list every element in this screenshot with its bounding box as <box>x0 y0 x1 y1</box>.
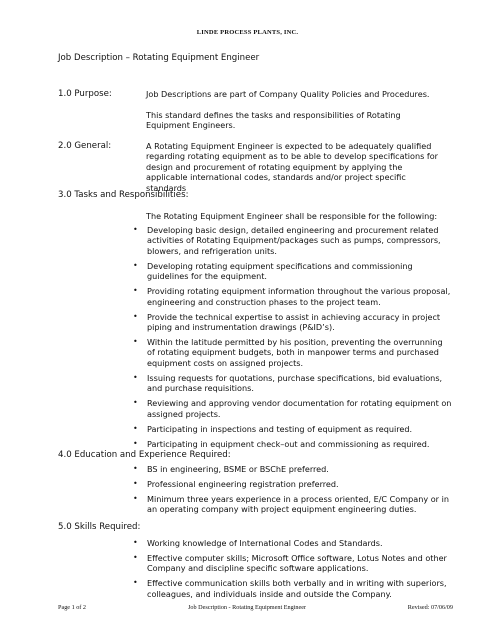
footer-revision-date: Revised: 07/06/09 <box>407 604 453 611</box>
section-heading-education: 4.0 Education and Experience Required: <box>58 450 231 460</box>
list-item: • Developing basic design, detailed engineering and procurement related activities of Rotating Equipment/packages such as pumps, compressors, blowers, and refrigeration units. <box>133 225 441 256</box>
list-item: • BS in engineering, BSME or BSChE preferred. <box>133 464 329 474</box>
bullet-icon: • <box>133 479 138 488</box>
skills-list <box>132 538 452 604</box>
list-item: • Developing rotating equipment specifications and commissioning guidelines for the equipment. <box>133 260 413 282</box>
section-heading-general: 2.0 General: <box>58 141 112 151</box>
list-item: • Professional engineering registration preferred. <box>133 479 339 489</box>
purpose-paragraph-2: This standard defines the tasks and responsibilities of Rotating Equipment Engineers. <box>146 110 401 131</box>
bullet-icon: • <box>133 494 138 503</box>
bullet-icon: • <box>133 372 138 382</box>
general-paragraph: A Rotating Equipment Engineer is expected to be adequately qualified regarding rotating equipment as to be able to develop specifications for design and procurement of rotating equipment by applying the applicable international codes, standards and/or project specific standards <box>146 141 439 193</box>
list-item: • Working knowledge of International Codes and Standards. <box>133 538 383 548</box>
section-heading-tasks: 3.0 Tasks and Responsibilities: <box>58 190 189 200</box>
footer-document-name: Job Description - Rotating Equipment Engineer <box>188 604 307 611</box>
bullet-icon: • <box>133 578 138 588</box>
bullet-icon: • <box>133 553 138 562</box>
list-item: • Issuing requests for quotations, purchase specifications, bid evaluations, and purchase requisitions. <box>133 372 443 394</box>
purpose-paragraph-1: Job Descriptions are part of Company Quality Policies and Procedures. <box>146 89 430 99</box>
list-item: • Participating in equipment check–out and commissioning as required. <box>133 438 430 449</box>
section-heading-skills: 5.0 Skills Required: <box>58 522 141 532</box>
education-list <box>132 464 452 519</box>
list-item: • Reviewing and approving vendor documentation for rotating equipment on assigned projects. <box>133 398 452 419</box>
section-heading-purpose: 1.0 Purpose: <box>58 89 112 99</box>
bullet-icon: • <box>133 225 138 234</box>
list-item: • Minimum three years experience in a process oriented, E/C Company or in an operating company with project equipment engineering duties. <box>133 494 449 515</box>
list-item: • Participating in inspections and testing of equipment as required. <box>133 423 413 434</box>
bullet-icon: • <box>133 286 138 296</box>
list-item: • Effective communication skills both verbally and in writing with superiors, colleagues, and individuals inside and outside the Company. <box>133 578 447 599</box>
bullet-icon: • <box>133 337 138 347</box>
list-item: • Provide the technical expertise to assist in achieving accuracy in project piping and instrumentation drawings (P&ID’s). <box>133 311 441 333</box>
list-item: • Within the latitude permitted by his position, preventing the overrunning of rotating equipment budgets, both in manpower terms and purchased equipment costs on assigned projects. <box>133 337 443 368</box>
bullet-icon: • <box>133 438 138 448</box>
list-item: • Providing rotating equipment information throughout the various proposal, engineering and construction phases to the project team. <box>133 286 451 307</box>
footer-page-number: Page 1 of 2 <box>58 604 87 611</box>
tasks-intro: The Rotating Equipment Engineer shall be responsible for the following: <box>146 211 438 221</box>
document-title: Job Description – Rotating Equipment Engineer <box>58 53 260 63</box>
tasks-list <box>132 225 452 454</box>
bullet-icon: • <box>133 311 138 321</box>
list-item: • Effective computer skills; Microsoft Office software, Lotus Notes and other Company and discipline specific software applications. <box>133 553 447 574</box>
bullet-icon: • <box>133 398 138 408</box>
bullet-icon: • <box>133 538 138 547</box>
bullet-icon: • <box>133 423 138 433</box>
bullet-icon: • <box>133 260 138 270</box>
company-header: LINDE PROCESS PLANTS, INC. <box>196 29 299 36</box>
bullet-icon: • <box>133 464 138 473</box>
